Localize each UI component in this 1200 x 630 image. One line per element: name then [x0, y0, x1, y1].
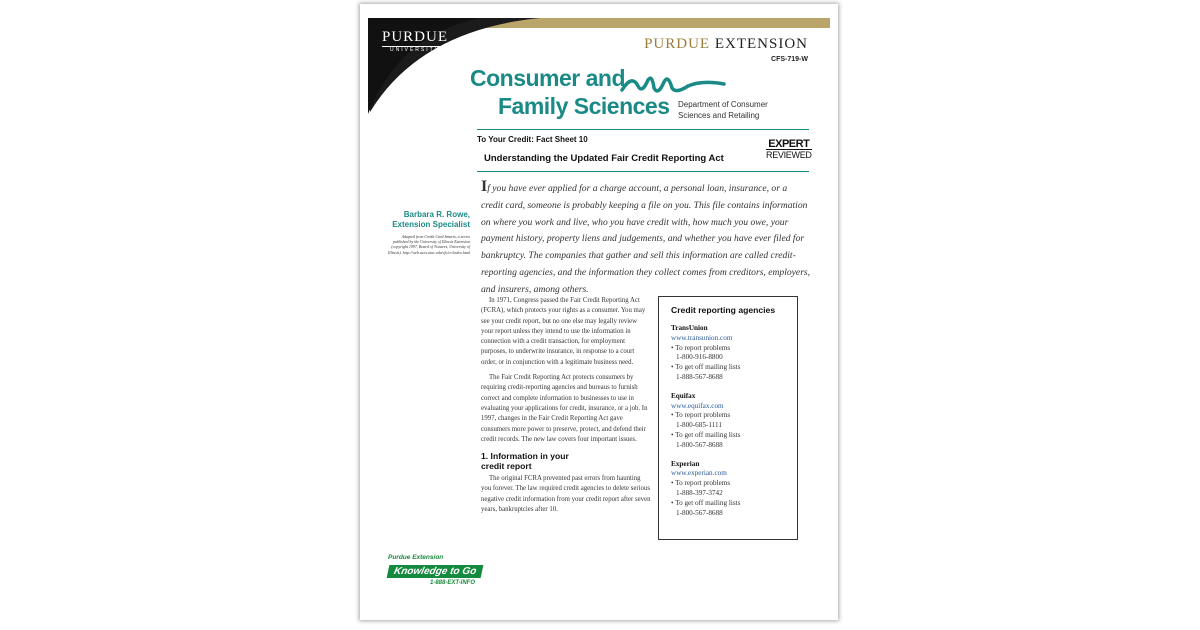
intro-paragraph	[481, 179, 811, 299]
author-note: Adapted from Credit Card Smarts, a series published by the University of Illinois Extension (copyright 1997, Board of Trustees, University of Illinois). http://web.aces.uiuc.edu/cfc/cc/index.html	[388, 234, 470, 255]
divider-bottom	[477, 171, 809, 172]
signature-mark	[618, 70, 728, 98]
agency-equifax	[671, 392, 797, 451]
heading-line1: 1. Information in your	[481, 451, 569, 462]
ktg-phone: 1-888-EXT-INFO	[430, 580, 476, 586]
purdue-extension-title	[644, 36, 808, 53]
logo-subtitle: UNIVERSITY	[382, 46, 448, 53]
agency-url[interactable]: www.experian.com	[671, 469, 727, 478]
divider-top	[477, 129, 809, 130]
section-heading-1	[481, 451, 651, 471]
expert-reviewed-badge	[766, 139, 812, 160]
sidebox-title: Credit reporting agencies	[671, 305, 776, 315]
agency-phone: 1-800-916-8800	[676, 353, 723, 362]
author-role: Extension Specialist	[392, 220, 470, 229]
agency-name: Experian	[671, 459, 700, 468]
ktg-top: Purdue Extension	[388, 554, 444, 561]
agency-experian	[671, 460, 797, 519]
agency-transunion	[671, 324, 797, 383]
agency-bullet: • To report problems	[671, 343, 731, 352]
purdue-logo	[382, 30, 448, 53]
dept-line2: Sciences and Retailing	[678, 111, 760, 120]
logo-wordmark: PURDUE	[382, 29, 449, 45]
intro-text: f you have ever applied for a charge account, a personal loan, insurance, or a credit card, someone is probably keeping a file on you. This file contains information on where you work and live, who you have credit with, how much you owe, your payment history, property liens and judgements, and whether you have ever filed for bankruptcy. The companies that gather and sell this information are called credit-reporting agencies, and the information they collect comes from creditors, employers, and insurers, among others.	[481, 183, 811, 295]
agency-url[interactable]: www.equifax.com	[671, 401, 724, 410]
badge-line1: EXPERT	[768, 138, 810, 150]
program-title-line2: Family Sciences	[498, 93, 670, 119]
document-page	[360, 4, 838, 620]
agency-bullet: • To report problems	[671, 479, 731, 488]
ext-word: EXTENSION	[714, 36, 808, 52]
agency-phone: 1-888-567-8688	[676, 372, 723, 381]
agency-bullet: • To get off mailing lists	[671, 498, 741, 507]
knowledge-to-go-logo	[388, 554, 482, 586]
drop-cap: I	[481, 178, 488, 195]
heading-line2: credit report	[481, 461, 532, 472]
body-paragraph-1: In 1971, Congress passed the Fair Credit Reporting Act (FCRA), which protects your rights as a consumer. You may see your credit report, but no one else may legally review your report unless they intend to use the information in connection with a credit transaction, for employment purposes, to underwrite insurance, in response to a court order, or in conjunction with a legitimate business need.	[481, 297, 646, 366]
body-paragraph-2: The Fair Credit Reporting Act protects consumers by requiring credit-reporting agencies and bureaus to furnish correct and complete information to businesses to use in evaluating your applications for credit, insurance, or a job. In 1997, changes in the Fair Credit Reporting Act gave consumers more power to preserve, protect, and defend their credit records. The new law covers four important issues.	[481, 374, 648, 443]
agency-name: Equifax	[671, 391, 696, 400]
agency-name: TransUnion	[671, 324, 708, 332]
agency-bullet: • To get off mailing lists	[671, 430, 741, 439]
publication-code: CFS-719-W	[771, 56, 808, 63]
agency-bullet: • To get off mailing lists	[671, 363, 741, 372]
fact-sheet-label: To Your Credit: Fact Sheet 10	[477, 135, 588, 144]
agency-bullet: • To report problems	[671, 411, 731, 420]
agency-url[interactable]: www.transunion.com	[671, 333, 733, 342]
author-block	[388, 210, 470, 255]
dept-line1: Department of Consumer	[678, 100, 768, 109]
ext-purdue: PURDUE	[644, 36, 711, 52]
ktg-bar: Knowledge to Go	[387, 565, 484, 578]
agency-phone: 1-888-397-3742	[676, 488, 723, 497]
agency-phone: 1-800-567-8688	[676, 508, 723, 517]
agency-phone: 1-800-685-1111	[676, 421, 722, 430]
author-name: Barbara R. Rowe,	[403, 210, 470, 219]
program-title-line1: Consumer and	[470, 65, 626, 91]
fact-sheet-title: Understanding the Updated Fair Credit Reporting Act	[484, 153, 724, 164]
department-name	[678, 99, 768, 121]
body-column	[481, 296, 651, 520]
badge-line2: REVIEWED	[766, 150, 812, 160]
agency-phone: 1-800-567-8688	[676, 440, 723, 449]
body-paragraph-3: The original FCRA prevented past errors from haunting you forever. The law required credit agencies to delete serious negative credit information from your credit report after seven years, bankruptcies after 10.	[481, 475, 651, 514]
credit-agencies-box	[658, 296, 798, 540]
